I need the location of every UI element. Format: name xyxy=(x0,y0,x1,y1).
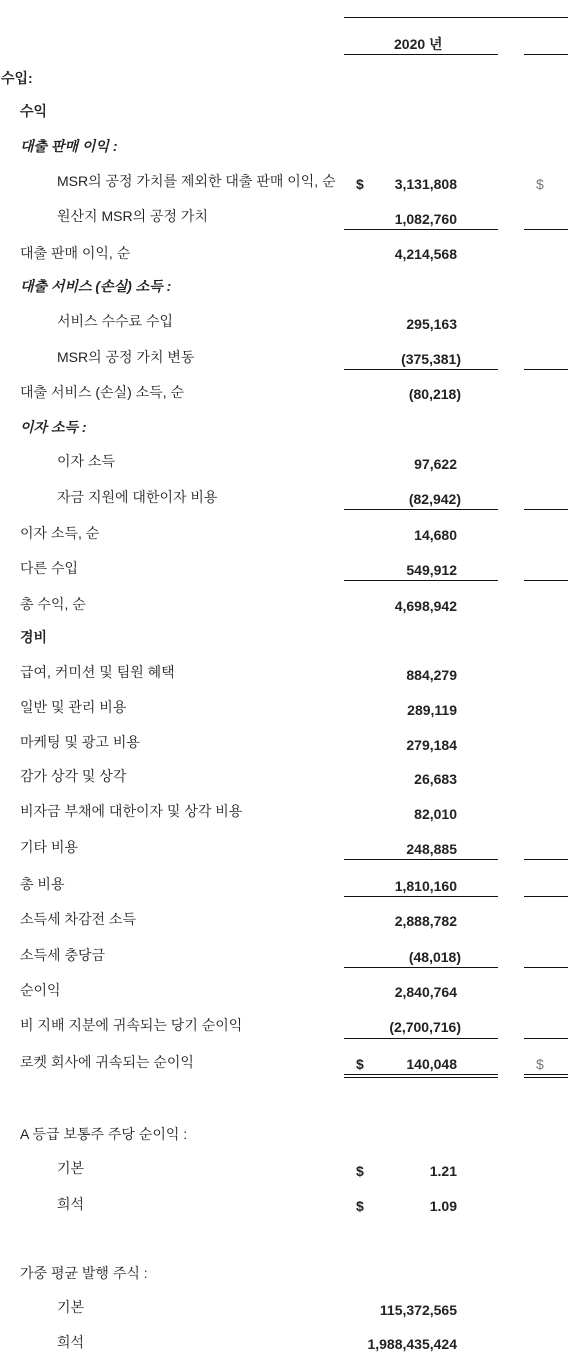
subtotal-rule-2 xyxy=(524,580,568,581)
loan-sales-net-value: 4,214,568 xyxy=(394,246,457,262)
loan-sales-heading: 대출 판매 이익 : xyxy=(20,138,118,154)
servicing-fee-label: 서비스 수수료 수입 xyxy=(57,313,173,329)
interest-net-value: 14,680 xyxy=(414,527,457,543)
subtotal-rule xyxy=(344,369,498,370)
expenses-heading: 경비 xyxy=(20,629,48,645)
nonfunding-interest-value: 82,010 xyxy=(414,806,457,822)
funding-interest-value: (82,942) xyxy=(408,491,461,507)
shares-diluted-label: 희석 xyxy=(57,1334,85,1350)
nci-net-income-value: (2,700,716) xyxy=(389,1019,461,1035)
year-header: 2020 년 xyxy=(394,36,443,52)
header-top-rule xyxy=(344,17,568,18)
subtotal-rule xyxy=(344,509,498,510)
total-double-rule xyxy=(344,1074,498,1078)
subtotal-rule xyxy=(344,1038,498,1039)
msr-fv-change-value: (375,381) xyxy=(401,351,461,367)
servicing-fee-value: 295,163 xyxy=(406,316,457,332)
total-revenue-label: 총 수익, 순 xyxy=(20,596,86,612)
other-revenue-label: 다른 수입 xyxy=(20,560,78,576)
loan-sales-net-label: 대출 판매 이익, 순 xyxy=(20,245,131,261)
marketing-value: 279,184 xyxy=(406,737,457,753)
nci-net-income-label: 비 지배 지분에 귀속되는 당기 순이익 xyxy=(20,1017,243,1033)
salaries-value: 884,279 xyxy=(406,667,457,683)
eps-basic-value: 1.21 xyxy=(429,1163,457,1179)
shares-basic-label: 기본 xyxy=(57,1299,85,1315)
gna-value: 289,119 xyxy=(407,702,457,718)
subtotal-rule-2 xyxy=(524,967,568,968)
servicing-net-value: (80,218) xyxy=(408,386,461,402)
eps-diluted-label: 희석 xyxy=(57,1196,85,1212)
other-expenses-value: 248,885 xyxy=(406,841,457,857)
net-income-value: 2,840,764 xyxy=(394,984,457,1000)
shares-heading: 가중 평균 발행 주식 : xyxy=(20,1265,148,1281)
year-header-rule xyxy=(344,54,498,55)
marketing-label: 마케팅 및 광고 비용 xyxy=(20,734,140,750)
subtotal-rule-2 xyxy=(524,229,568,230)
subtotal-rule-2 xyxy=(524,896,568,897)
subtotal-rule xyxy=(344,580,498,581)
salaries-label: 급여, 커미션 및 팀원 혜택 xyxy=(20,664,175,680)
eps-heading: A 등급 보통주 주당 순이익 : xyxy=(20,1126,188,1142)
shares-diluted-value: 1,988,435,424 xyxy=(367,1336,457,1352)
subtotal-rule xyxy=(344,859,498,860)
origin-msr-fv-value: 1,082,760 xyxy=(394,211,457,227)
eps-basic-label: 기본 xyxy=(57,1160,85,1176)
depreciation-label: 감가 상각 및 상각 xyxy=(20,768,127,784)
revenue-sub-heading: 수익 xyxy=(20,103,48,119)
funding-interest-label: 자금 지원에 대한이자 비용 xyxy=(57,489,218,505)
subtotal-rule-2 xyxy=(524,509,568,510)
subtotal-rule-2 xyxy=(524,369,568,370)
servicing-heading: 대출 서비스 (손실) 소득 : xyxy=(20,278,172,294)
msr-fv-change-label: MSR의 공정 가치 변동 xyxy=(57,349,195,365)
origin-msr-fv-label: 원산지 MSR의 공정 가치 xyxy=(57,208,208,224)
currency-sign: $ xyxy=(356,1163,364,1179)
loan-sales-excl-msr-label: MSR의 공정 가치를 제외한 대출 판매 이익, 순 xyxy=(57,173,336,189)
subtotal-rule-2 xyxy=(524,1038,568,1039)
subtotal-rule-2 xyxy=(524,859,568,860)
net-income-label: 순이익 xyxy=(20,982,61,998)
currency-sign: $ xyxy=(356,1198,364,1214)
tax-provision-value: (48,018) xyxy=(408,949,461,965)
eps-diluted-value: 1.09 xyxy=(429,1198,457,1214)
currency-sign: $ xyxy=(356,176,364,192)
rocket-net-income-label: 로켓 회사에 귀속되는 순이익 xyxy=(20,1054,194,1070)
total-revenue-value: 4,698,942 xyxy=(394,598,457,614)
servicing-net-label: 대출 서비스 (손실) 소득, 순 xyxy=(20,384,185,400)
loan-sales-excl-msr-value: 3,131,808 xyxy=(394,176,457,192)
pretax-income-value: 2,888,782 xyxy=(394,913,457,929)
subtotal-rule xyxy=(344,967,498,968)
tax-provision-label: 소득세 충당금 xyxy=(20,947,106,963)
interest-net-label: 이자 소득, 순 xyxy=(20,525,100,541)
depreciation-value: 26,683 xyxy=(414,771,457,787)
currency-sign: $ xyxy=(356,1056,364,1072)
subtotal-rule xyxy=(344,896,498,897)
total-expenses-value: 1,810,160 xyxy=(394,878,457,894)
year-header-rule-2 xyxy=(524,54,568,55)
other-revenue-value: 549,912 xyxy=(406,562,457,578)
other-expenses-label: 기타 비용 xyxy=(20,839,78,855)
interest-income-label: 이자 소득 xyxy=(57,453,115,469)
interest-heading: 이자 소득 : xyxy=(20,419,87,435)
revenue-heading: 수입: xyxy=(1,70,33,86)
nonfunding-interest-label: 비자금 부채에 대한이자 및 상각 비용 xyxy=(20,803,243,819)
rocket-net-income-value: 140,048 xyxy=(406,1056,457,1072)
currency-sign-prior: $ xyxy=(536,1056,544,1072)
gna-label: 일반 및 관리 비용 xyxy=(20,699,127,715)
currency-sign-prior: $ xyxy=(536,176,544,192)
interest-income-value: 97,622 xyxy=(414,456,457,472)
shares-basic-value: 115,372,565 xyxy=(379,1302,457,1318)
total-double-rule-2 xyxy=(524,1074,568,1078)
pretax-income-label: 소득세 차감전 소득 xyxy=(20,911,136,927)
total-expenses-label: 총 비용 xyxy=(20,876,65,892)
subtotal-rule xyxy=(344,229,498,230)
